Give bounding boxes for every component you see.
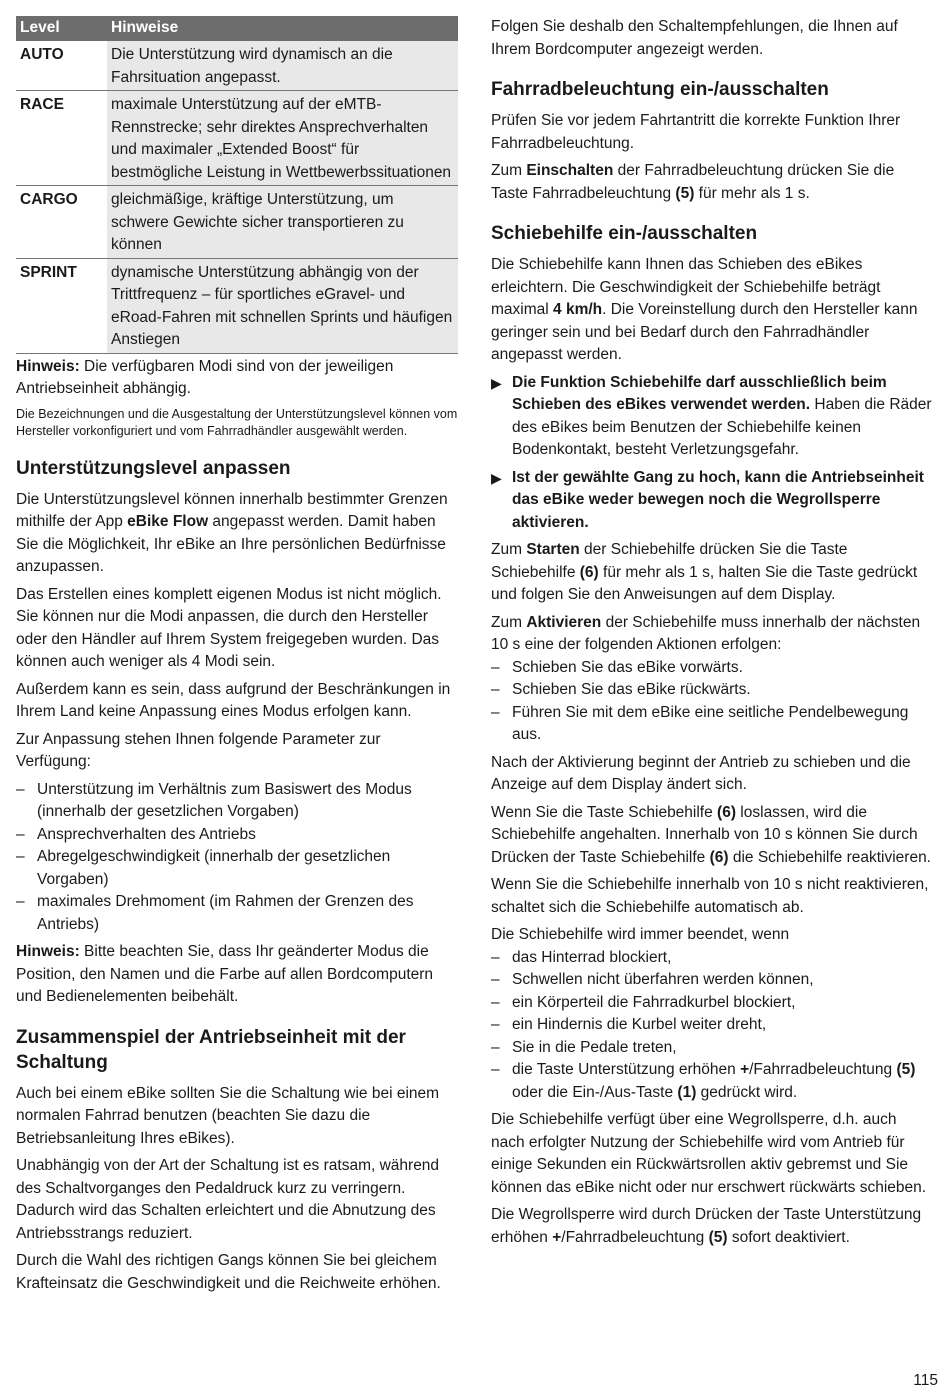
params-list — [16, 779, 458, 937]
paragraph-deactivate — [491, 1204, 933, 1249]
paragraph-rollback: Die Schiebehilfe verfügt über eine Wegrollsperre, d.h. auch nach erfolgter Nutzung der Schiebehilfe wird vom Antrieb für einige Sekunden ein Rückwärtsrollen aktiv gebremst und Sie können das eBike nicht oder nur erschwert rückwärts schieben. — [491, 1111, 927, 1196]
warning-bold: Die Funktion Schiebehilfe darf ausschließlich beim Schieben des eBikes verwendet werden. — [512, 373, 887, 413]
table-row — [16, 258, 458, 353]
paragraph-own-mode: Das Erstellen eines komplett eigenen Modus ist nicht möglich. Sie können nur die Modi anpassen, die durch den Hersteller oder den Händler auf Ihrem System freigegeben wurden. Das können auch weniger als 4 Modi sein. — [16, 585, 442, 670]
heading-adjust-level: Unterstützungslevel anpassen — [16, 457, 291, 479]
note-available-modes — [16, 356, 458, 401]
key-ref: (5) — [896, 1061, 916, 1078]
warning-bold: Ist der gewählte Gang zu hoch, kann die Antriebseinheit das eBike weder bewegen noch die Wegrollsperre aktivieren. — [512, 468, 924, 531]
page-number: 115 — [913, 1372, 938, 1389]
text-span: der Schiebehilfe drücken Sie die Taste Schiebehilfe — [491, 541, 848, 581]
text-span: . Die Voreinstellung durch den Hersteller kann geringer sein und bei Bedarf durch den Fahrradhändler angepasst werden. — [491, 301, 918, 363]
plus-symbol: + — [740, 1061, 750, 1078]
table-header-hint: Hinweise — [107, 16, 458, 41]
key-ref: (6) — [717, 803, 736, 821]
table-row — [16, 41, 458, 91]
table-row — [16, 91, 458, 186]
paragraph-ends: Die Schiebehilfe wird immer beendet, wenn — [491, 926, 790, 943]
key-ref: (1) — [677, 1083, 697, 1101]
list-item: – Sie in die Pedale treten, — [491, 1037, 933, 1060]
left-column — [16, 16, 458, 1300]
level-description: gleichmäßige, kräftige Unterstützung, um schwere Gewichte sicher transportieren zu können — [107, 186, 458, 259]
right-column — [491, 16, 933, 1254]
key-ref: (6) — [579, 563, 599, 581]
level-name: CARGO — [16, 186, 107, 259]
text-span: angepasst werden. Damit haben Sie die Möglichkeit, Ihr eBike an Ihre persönlichen Bedürfnisse anzupassen. — [16, 513, 446, 575]
warning-triangle-icon: ▶ — [491, 469, 502, 486]
list-item: – ein Hindernis die Kurbel weiter dreht, — [491, 1014, 933, 1037]
heading-push-assist: Schiebehilfe ein-/ausschalten — [491, 223, 758, 244]
bold-term: Einschalten — [526, 162, 614, 179]
list-item: – Schieben Sie das eBike rückwärts. — [491, 679, 933, 702]
end-conditions-list — [491, 947, 933, 1105]
paragraph-params-intro: Zur Anpassung stehen Ihnen folgende Parameter zur Verfügung: — [16, 730, 381, 770]
level-description: maximale Unterstützung auf der eMTB-Rennstrecke; sehr direktes Ansprechverhalten und maximaler „Extended Boost“ für bestmögliche Leistung in Wettbewerbssituationen — [107, 91, 458, 186]
bold-term: Starten — [526, 541, 580, 558]
paragraph-adjust — [16, 489, 458, 579]
text-span: die Taste Unterstützung erhöhen — [512, 1061, 741, 1078]
app-name: eBike Flow — [127, 513, 209, 530]
paragraph-after-activation: Nach der Aktivierung beginnt der Antrieb zu schieben und die Anzeige auf dem Display ändert sich. — [491, 753, 911, 793]
text-span: die Schiebehilfe reaktivieren. — [728, 848, 931, 866]
table-header-row — [16, 16, 458, 41]
activation-actions-list — [491, 657, 933, 747]
key-ref: (5) — [708, 1228, 728, 1246]
list-item: – ein Körperteil die Fahrradkurbel blockiert, — [491, 992, 933, 1015]
list-item — [491, 1059, 933, 1104]
list-item: – Schieben Sie das eBike vorwärts. — [491, 657, 933, 680]
text-span: /Fahrradbeleuchtung — [561, 1228, 709, 1246]
note-label: Hinweis: — [16, 357, 80, 375]
text-span: /Fahrradbeleuchtung — [749, 1061, 897, 1078]
text-span: für mehr als 1 s, halten Sie die Taste gedrückt und folgen Sie den Anweisungen auf dem Display. — [491, 563, 918, 603]
text-span: oder die Ein-/Aus-Taste — [512, 1083, 678, 1101]
heading-shifting: Zusammenspiel der Antriebseinheit mit der Schaltung — [16, 1026, 406, 1073]
list-item: – Unterstützung im Verhältnis zum Basiswert des Modus (innerhalb der gesetzlichen Vorgaben) — [16, 779, 458, 824]
paragraph-restrictions: Außerdem kann es sein, dass aufgrund der Beschränkungen in Ihrem Land keine Anpassung eines Modus erfolgen kann. — [16, 680, 451, 720]
text-span: sofort deaktiviert. — [727, 1228, 850, 1246]
list-item: – Abregelgeschwindigkeit (innerhalb der gesetzlichen Vorgaben) — [16, 846, 458, 891]
note-text: Bitte beachten Sie, dass Ihr geänderter Modus die Position, den Namen und die Farbe auf allen Bordcomputern und Bedienelementen beibehält. — [16, 943, 434, 1005]
text-span: gedrückt wird. — [696, 1083, 798, 1101]
note-label: Hinweis: — [16, 943, 80, 960]
paragraph-follow: Folgen Sie deshalb den Schaltempfehlungen, die Ihnen auf Ihrem Bordcomputer angezeigt werden. — [491, 18, 898, 58]
text-span: Zum — [491, 541, 527, 558]
level-description: Die Unterstützung wird dynamisch an die Fahrsituation angepasst. — [107, 41, 458, 91]
paragraph-start — [491, 539, 933, 607]
note-text: Die verfügbaren Modi sind von der jeweiligen Antriebseinheit abhängig. — [16, 357, 394, 397]
note-modified-mode — [16, 941, 458, 1009]
speed-value: 4 km/h — [553, 301, 603, 318]
list-item: – Schwellen nicht überfahren werden können, — [491, 969, 933, 992]
level-description: dynamische Unterstützung abhängig von der Trittfrequenz – für sportliches eGravel- und eRoad-Fahren mit schnellen Sprints und häufigen Anstiegen — [107, 258, 458, 353]
plus-symbol: + — [552, 1228, 562, 1246]
level-name: RACE — [16, 91, 107, 186]
heading-light: Fahrradbeleuchtung ein-/ausschalten — [491, 79, 829, 100]
text-span: der Fahrradbeleuchtung drücken Sie die Taste Fahrradbeleuchtung — [491, 162, 895, 202]
list-item: – Führen Sie mit dem eBike eine seitliche Pendelbewegung aus. — [491, 702, 933, 747]
paragraph-shift-2: Unabhängig von der Art der Schaltung ist es ratsam, während des Schaltvorganges den Pedaldruck kurz zu verringern. Dadurch wird das Schalten erleichtert und die Abnutzung des Antriebsstrangs reduziert. — [16, 1157, 440, 1242]
list-item: – das Hinterrad blockiert, — [491, 947, 933, 970]
paragraph-shift-3: Durch die Wahl des richtigen Gangs können Sie bei gleichem Krafteinsatz die Geschwindigkeit und die Reichweite erhöhen. — [16, 1252, 441, 1292]
warning-gear-too-high — [491, 467, 933, 535]
bold-term: Aktivieren — [526, 613, 602, 631]
text-span: Die Schiebehilfe kann Ihnen das Schieben des eBikes erleichtern. Die Geschwindigkeit der Schiebehilfe beträgt maximal — [491, 256, 881, 318]
text-span: der Schiebehilfe muss innerhalb der nächsten 10 s eine der folgenden Aktionen erfolgen: — [491, 613, 921, 653]
paragraph-light-2 — [491, 160, 933, 205]
paragraph-auto-off: Wenn Sie die Schiebehilfe innerhalb von 10 s nicht reaktivieren, schaltet sich die Schiebehilfe automatisch ab. — [491, 876, 929, 916]
paragraph-release — [491, 802, 933, 870]
list-item: – Ansprechverhalten des Antriebs — [16, 824, 458, 847]
text-span: für mehr als 1 s. — [694, 184, 810, 202]
paragraph-shift-1: Auch bei einem eBike sollten Sie die Schaltung wie bei einem normalen Fahrrad benutzen (beachten Sie dazu die Betriebsanleitung Ihres eBikes). — [16, 1084, 440, 1147]
text-span: Zum — [491, 162, 527, 179]
warning-triangle-icon: ▶ — [491, 374, 502, 391]
list-item: – maximales Drehmoment (im Rahmen der Grenzen des Antriebs) — [16, 891, 458, 936]
table-header-level: Level — [16, 16, 107, 41]
warning-push-only — [491, 372, 933, 462]
level-name: SPRINT — [16, 258, 107, 353]
table-row — [16, 186, 458, 259]
key-ref: (5) — [675, 184, 695, 202]
paragraph-light-1: Prüfen Sie vor jedem Fahrtantritt die korrekte Funktion Ihrer Fahrradbeleuchtung. — [491, 112, 901, 152]
key-ref: (6) — [709, 848, 729, 866]
warning-text: Haben die Räder des eBikes beim Benutzen der Schiebehilfe keinen Bodenkontakt, besteht Verletzungsgefahr. — [512, 396, 932, 458]
support-level-table — [16, 16, 458, 354]
text-span: Die Wegrollsperre wird durch Drücken der Taste Unterstützung erhöhen — [491, 1206, 922, 1246]
text-span: loslassen, wird die Schiebehilfe angehalten. Innerhalb von 10 s können Sie durch Drücken der Taste Schiebehilfe — [491, 803, 918, 866]
paragraph-push-1 — [491, 254, 933, 367]
level-name: AUTO — [16, 41, 107, 91]
paragraph-activate — [491, 612, 933, 657]
text-span: Die Unterstützungslevel können innerhalb bestimmter Grenzen mithilfe der App — [16, 490, 448, 530]
small-note: Die Bezeichnungen und die Ausgestaltung der Unterstützungslevel können vom Hersteller vorkonfiguriert und vom Fahrradhändler ausgewählt werden. — [16, 406, 458, 438]
text-span: Wenn Sie die Taste Schiebehilfe — [491, 803, 718, 821]
text-span: Zum — [491, 613, 527, 631]
